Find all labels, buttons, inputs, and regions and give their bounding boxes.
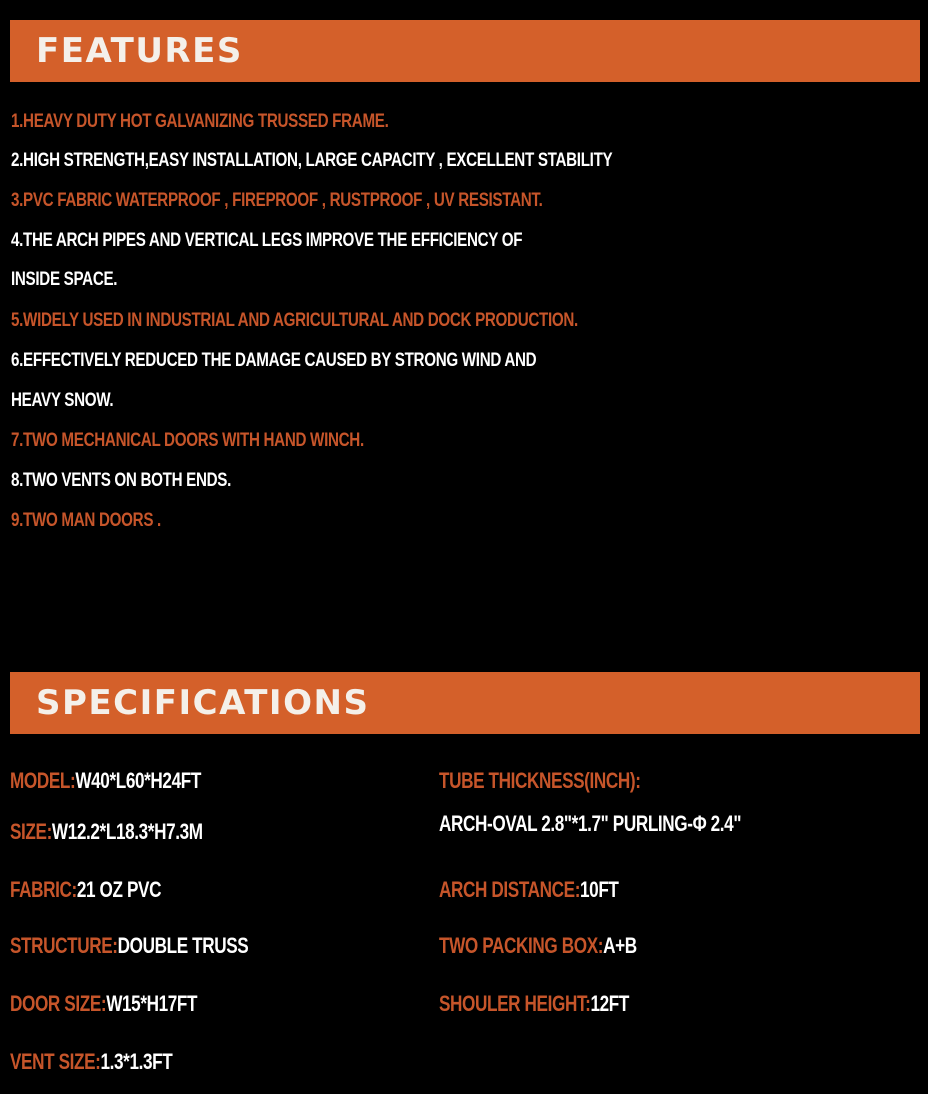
spec-value: 1.3*1.3FT xyxy=(100,1049,173,1074)
spec-label: SIZE: xyxy=(10,819,52,844)
spec-model xyxy=(10,767,201,795)
spec-packing-box xyxy=(439,932,637,960)
spec-vent-size xyxy=(10,1048,172,1076)
spec-value: 12FT xyxy=(590,991,629,1016)
spec-arch-distance xyxy=(439,876,619,904)
spec-label: STRUCTURE: xyxy=(10,933,118,958)
features-title: FEATURES xyxy=(36,31,243,71)
spec-value: W12.2*L18.3*H7.3M xyxy=(51,819,203,844)
spec-value: DOUBLE TRUSS xyxy=(117,933,249,958)
feature-item-7: 7.TWO MECHANICAL DOORS WITH HAND WINCH. xyxy=(11,430,364,451)
feature-item-4-cont: INSIDE SPACE. xyxy=(11,269,118,290)
spec-label: MODEL: xyxy=(10,768,76,793)
spec-fabric xyxy=(10,876,161,904)
feature-item-3: 3.PVC FABRIC WATERPROOF , FIREPROOF , RUSTPROOF , UV RESISTANT. xyxy=(11,190,543,211)
features-header xyxy=(10,20,920,82)
feature-item-6: 6.EFFECTIVELY REDUCED THE DAMAGE CAUSED BY STRONG WIND AND xyxy=(11,350,537,371)
spec-label: VENT SIZE: xyxy=(10,1049,101,1074)
spec-value: A+B xyxy=(603,933,637,958)
spec-structure xyxy=(10,932,248,960)
spec-label: TWO PACKING BOX: xyxy=(439,933,604,958)
spec-size xyxy=(10,818,203,846)
feature-item-6-cont: HEAVY SNOW. xyxy=(11,390,114,411)
feature-item-4: 4.THE ARCH PIPES AND VERTICAL LEGS IMPROVE THE EFFICIENCY OF xyxy=(11,230,523,251)
specifications-header xyxy=(10,672,920,734)
specifications-title: SPECIFICATIONS xyxy=(36,683,370,723)
spec-value: ARCH-OVAL 2.8"*1.7" PURLING-Φ 2.4" xyxy=(439,811,742,836)
spec-shoulder-height xyxy=(439,990,629,1018)
spec-door-size xyxy=(10,990,197,1018)
feature-item-5: 5.WIDELY USED IN INDUSTRIAL AND AGRICULTURAL AND DOCK PRODUCTION. xyxy=(11,310,578,331)
spec-value: 10FT xyxy=(580,877,619,902)
spec-label: DOOR SIZE: xyxy=(10,991,107,1016)
spec-label: TUBE THICKNESS(INCH): xyxy=(439,768,641,793)
feature-item-8: 8.TWO VENTS ON BOTH ENDS. xyxy=(11,470,232,491)
spec-label: ARCH DISTANCE: xyxy=(439,877,581,902)
spec-tube-dimensions xyxy=(439,810,741,838)
spec-value: W40*L60*H24FT xyxy=(75,768,201,793)
feature-item-1: 1.HEAVY DUTY HOT GALVANIZING TRUSSED FRAME. xyxy=(11,111,389,132)
feature-item-9: 9.TWO MAN DOORS . xyxy=(11,510,161,531)
spec-label: FABRIC: xyxy=(10,877,77,902)
spec-tube-thickness xyxy=(439,767,641,795)
spec-value: 21 OZ PVC xyxy=(76,877,162,902)
feature-item-2: 2.HIGH STRENGTH,EASY INSTALLATION, LARGE CAPACITY , EXCELLENT STABILITY xyxy=(11,150,613,171)
spec-value: W15*H17FT xyxy=(106,991,198,1016)
spec-label: SHOULER HEIGHT: xyxy=(439,991,591,1016)
